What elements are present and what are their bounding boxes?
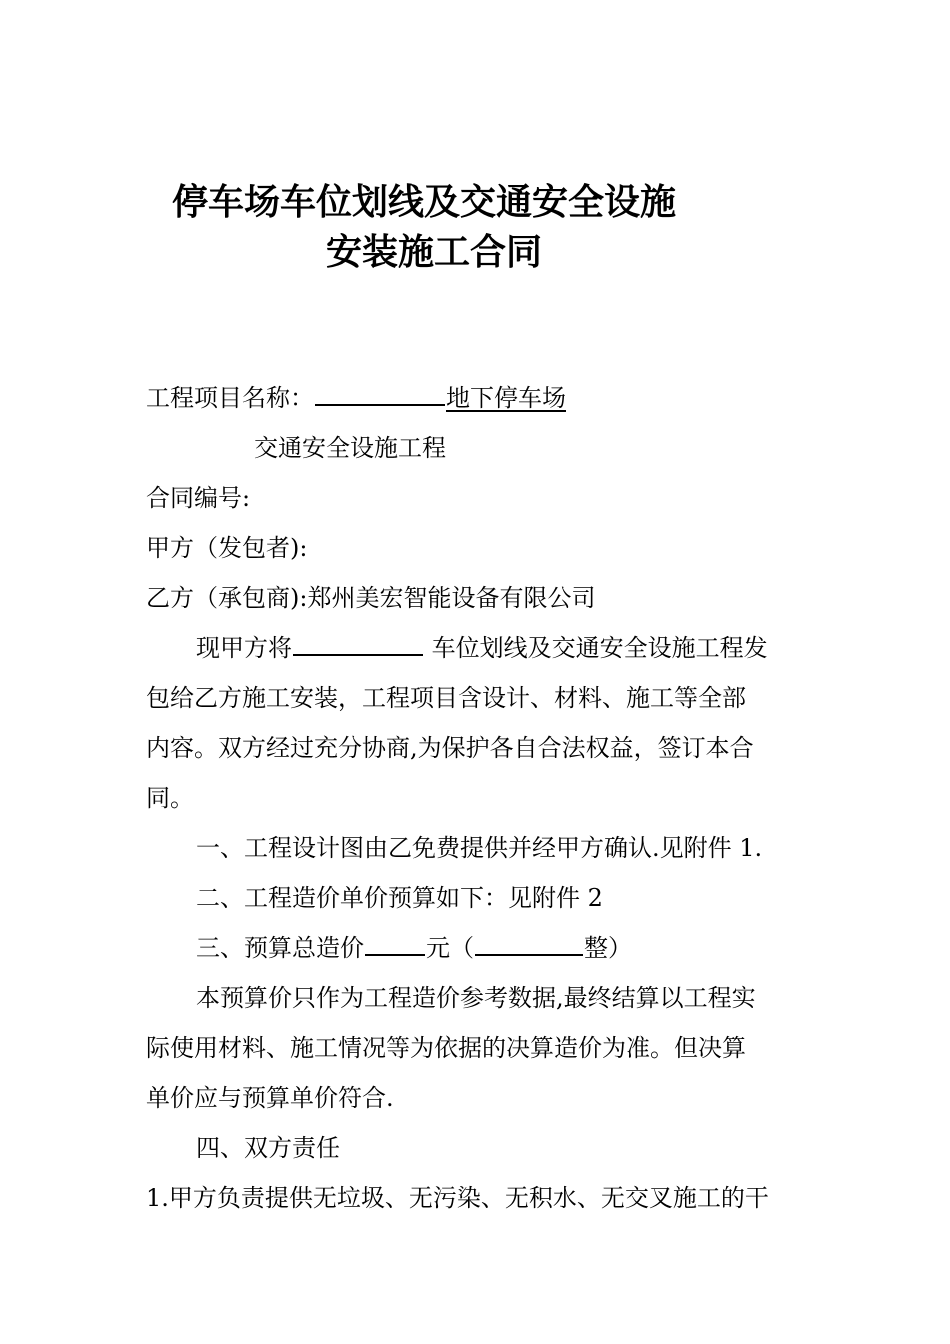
project-name-row xyxy=(146,382,566,414)
project-name-blank xyxy=(315,382,445,406)
paragraph-1-line-4: 同。 xyxy=(146,784,194,812)
total-price-words-blank xyxy=(475,932,583,956)
party-b-value: 郑州美宏智能设备有限公司 xyxy=(307,584,596,612)
paragraph-2-line-2: 际使用材料、施工情况等为依据的决算造价为准。但决算 xyxy=(146,1034,746,1062)
paragraph-1-line-1 xyxy=(196,632,768,664)
clause-1: 一、工程设计图由乙免费提供并经甲方确认.见附件 1. xyxy=(196,834,763,862)
paragraph-1-text-a: 现甲方将 xyxy=(196,634,292,662)
project-blank xyxy=(293,632,423,656)
clause-3-text-a: 三、预算总造价 xyxy=(196,934,364,962)
paragraph-1-line-3: 内容。双方经过充分协商,为保护各自合法权益，签订本合 xyxy=(146,734,754,762)
paragraph-2-line-3: 单价应与预算单价符合. xyxy=(146,1084,394,1112)
total-price-blank xyxy=(365,932,425,956)
contract-title-line2: 安装施工合同 xyxy=(326,231,543,273)
party-a-label: 甲方（发包者): xyxy=(146,534,308,562)
paragraph-1-line-2: 包给乙方施工安装，工程项目含设计、材料、施工等全部 xyxy=(146,684,746,712)
clause-3-text-b: 元（ xyxy=(426,934,474,962)
project-name-value-2: 交通安全设施工程 xyxy=(254,434,446,462)
clause-2: 二、工程造价单价预算如下：见附件 2 xyxy=(196,884,603,912)
paragraph-1-text-b: 车位划线及交通安全设施工程发 xyxy=(424,634,768,662)
contract-number-label: 合同编号: xyxy=(146,484,251,512)
clause-3-text-c: 整） xyxy=(584,934,632,962)
clause-4-item-1: 1.甲方负责提供无垃圾、无污染、无积水、无交叉施工的干 xyxy=(146,1184,769,1212)
party-b-row xyxy=(146,582,595,614)
clause-3 xyxy=(196,932,632,964)
project-name-value-1: 地下停车场 xyxy=(446,384,566,412)
contract-title-line1: 停车场车位划线及交通安全设施 xyxy=(172,181,677,223)
clause-4-heading: 四、双方责任 xyxy=(196,1134,340,1162)
project-name-label: 工程项目名称： xyxy=(146,384,314,412)
paragraph-2-line-1: 本预算价只作为工程造价参考数据,最终结算以工程实 xyxy=(196,984,756,1012)
party-b-label: 乙方（承包商): xyxy=(146,584,308,612)
